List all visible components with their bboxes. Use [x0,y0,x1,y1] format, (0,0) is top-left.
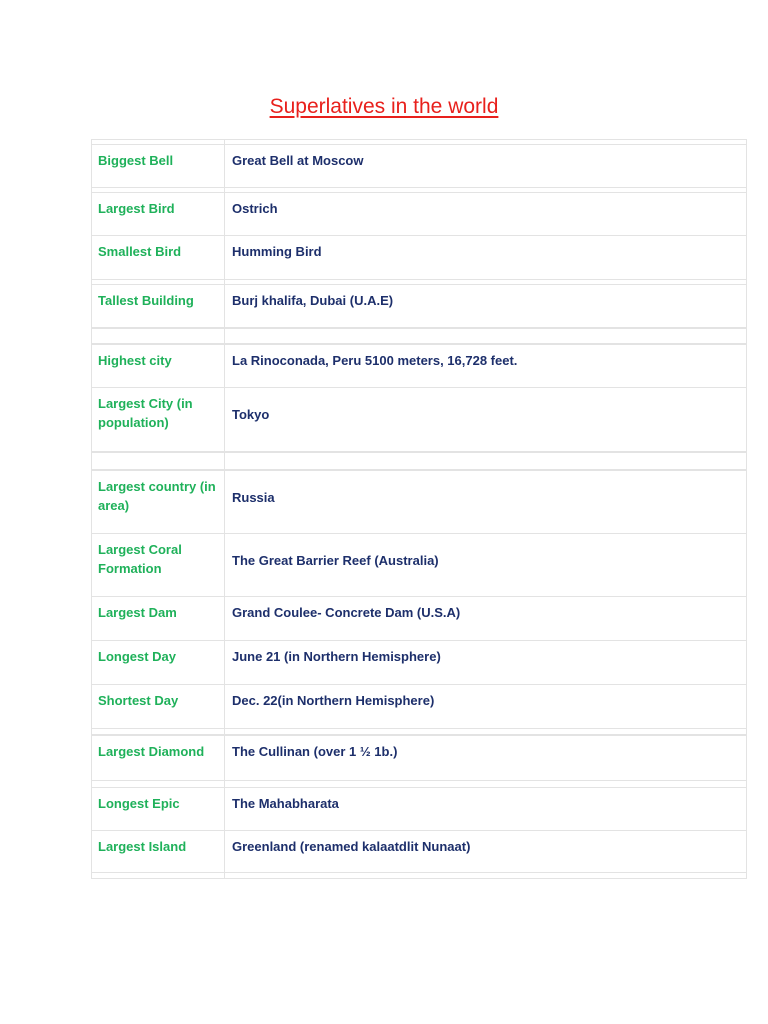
row-term: Largest Dam [92,597,225,640]
table-row-highest-city [91,344,747,388]
row-answer: Ostrich [232,201,278,216]
table-row-largest-dam [91,597,747,641]
table-row-longest-epic [91,787,747,831]
row-term: Longest Day [92,641,225,684]
row-answer [225,388,746,451]
row-answer: Humming Bird [232,244,322,259]
table-spacer [91,452,747,470]
superlatives-table [91,139,747,879]
row-term: Largest Coral Formation [92,534,225,596]
row-answer: La Rinoconada, Peru 5100 meters, 16,728 feet. [232,353,518,368]
table-row-tallest-building [91,284,747,328]
page-title: Superlatives in the world [269,95,499,118]
row-answer: Greenland (renamed kalaatdlit Nunaat) [232,839,471,854]
table-spacer [91,280,747,284]
row-term: Shortest Day [92,685,225,728]
row-term: Largest Bird [92,193,225,235]
table-spacer [91,781,747,787]
table-row-shortest-day [91,685,747,729]
table-spacer [91,328,747,344]
row-answer-text: Tokyo [232,407,270,422]
row-answer [225,471,746,533]
row-term: Largest City (in population) [92,388,225,451]
row-answer-text: Russia [232,489,275,505]
row-answer: June 21 (in Northern Hemisphere) [232,649,441,664]
row-term: Tallest Building [92,285,225,327]
row-term: Largest country (in area) [92,471,225,533]
table-row-largest-island [91,831,747,873]
table-spacer [91,140,747,144]
table-spacer [91,873,747,878]
row-term: Smallest Bird [92,236,225,279]
table-row-biggest-bell [91,144,747,188]
row-answer-text: The Great Barrier Reef (Australia) [232,552,439,568]
row-term: Biggest Bell [92,145,225,187]
table-spacer [91,188,747,192]
table-row-smallest-bird [91,236,747,280]
row-term: Highest city [92,345,225,387]
row-answer [225,534,746,596]
table-row-largest-coral-formation [91,534,747,597]
table-row-largest-diamond [91,735,747,781]
row-answer: The Mahabharata [232,796,339,811]
table-row-largest-country [91,470,747,534]
row-term: Largest Island [92,831,225,872]
row-answer: Great Bell at Moscow [232,153,364,168]
row-term: Largest Diamond [92,736,225,780]
row-answer: Burj khalifa, Dubai (U.A.E) [232,293,394,308]
table-row-longest-day [91,641,747,685]
row-answer: The Cullinan (over 1 ½ 1b.) [232,744,398,759]
row-answer: Dec. 22(in Northern Hemisphere) [232,693,435,708]
row-answer: Grand Coulee- Concrete Dam (U.S.A) [232,605,461,620]
row-term: Longest Epic [92,788,225,830]
table-row-largest-city [91,388,747,452]
table-row-largest-bird [91,192,747,236]
